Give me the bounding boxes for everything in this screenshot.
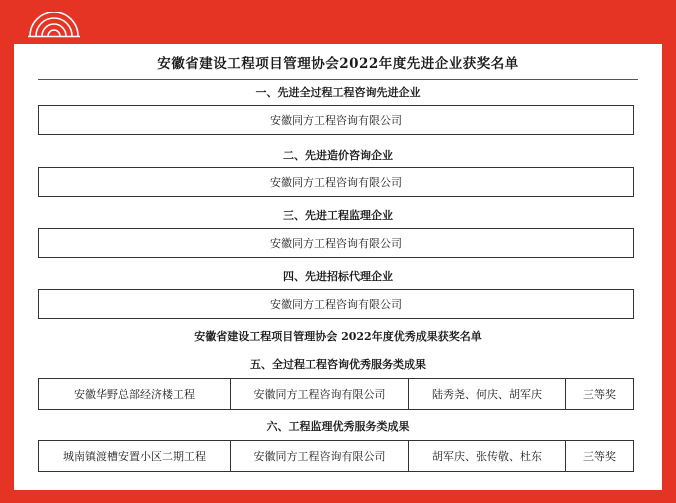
section-heading-2: 二、先进造价咨询企业	[283, 149, 393, 162]
results-subtitle: 安徽省建设工程项目管理协会 2022年度优秀成果获奖名单	[194, 330, 482, 343]
award-list-document	[14, 44, 662, 490]
result-heading-6: 六、工程监理优秀服务类成果	[266, 420, 410, 433]
result-project: 安徽华野总部经济楼工程	[39, 379, 231, 409]
document-title: 安徽省建设工程项目管理协会2022年度先进企业获奖名单	[157, 56, 519, 72]
title-divider	[38, 79, 638, 80]
decorative-arc-logo-icon	[26, 12, 82, 38]
section-entry-2: 安徽同方工程咨询有限公司	[38, 167, 634, 197]
result-award: 三等奖	[583, 450, 616, 463]
result-people: 陆秀尧、何庆、胡军庆	[409, 379, 566, 409]
section-heading-3: 三、先进工程监理企业	[283, 209, 393, 222]
result-heading-5: 五、全过程工程咨询优秀服务类成果	[250, 358, 426, 371]
result-company: 安徽同方工程咨询有限公司	[231, 379, 409, 409]
section-entry-1: 安徽同方工程咨询有限公司	[38, 105, 634, 135]
section-heading-4: 四、先进招标代理企业	[283, 270, 393, 283]
result-people: 胡军庆、张传敬、杜东	[409, 441, 566, 471]
result-project: 城南镇渡槽安置小区二期工程	[39, 441, 231, 471]
section-heading-1: 一、先进全过程工程咨询先进企业	[255, 86, 421, 99]
result-award: 三等奖	[583, 388, 616, 401]
section-entry-3: 安徽同方工程咨询有限公司	[38, 228, 634, 258]
result-row-6	[38, 440, 634, 472]
section-entry-4: 安徽同方工程咨询有限公司	[38, 289, 634, 319]
result-row-5	[38, 378, 634, 410]
result-company: 安徽同方工程咨询有限公司	[231, 441, 409, 471]
